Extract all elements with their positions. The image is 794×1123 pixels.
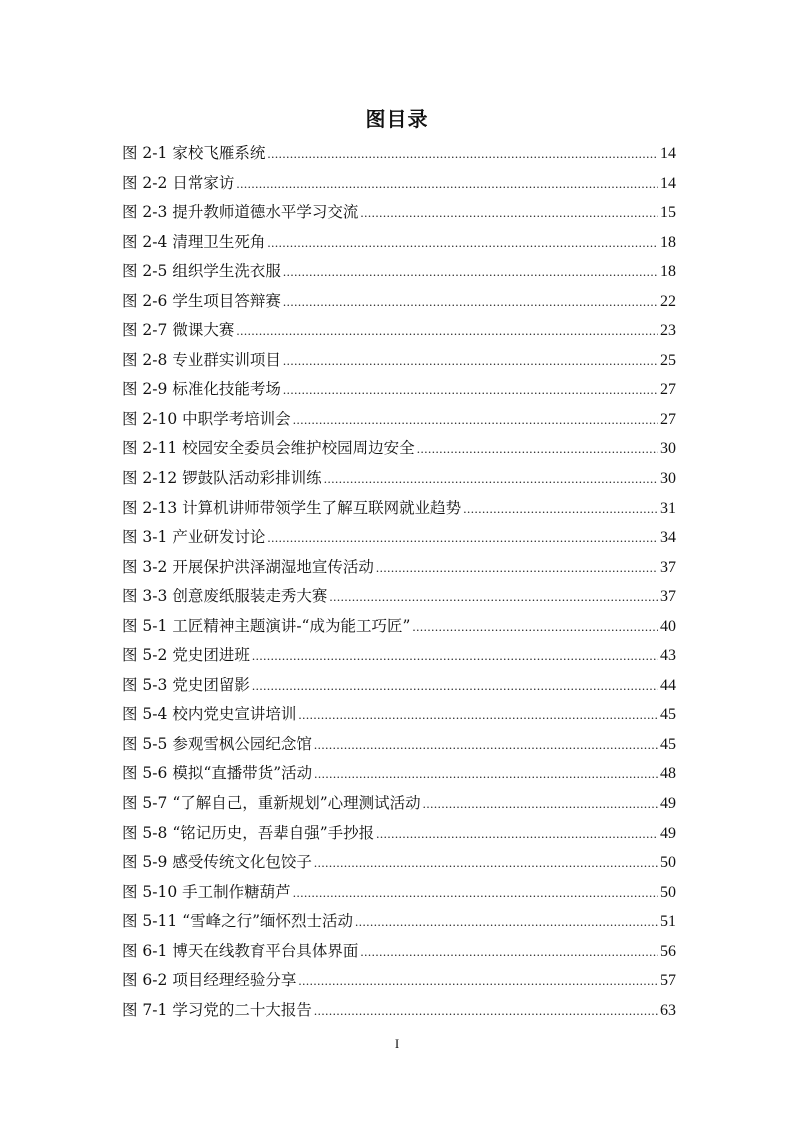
toc-entry-page-number: 30	[660, 440, 676, 458]
toc-dot-leader	[376, 819, 658, 849]
toc-dot-leader	[314, 730, 658, 760]
toc-dot-leader	[293, 878, 658, 908]
toc-entry-page-number: 37	[660, 588, 676, 606]
toc-entry-label: 图 5-9 感受传统文化包饺子	[122, 853, 312, 872]
toc-entry-page-number: 37	[660, 558, 676, 576]
toc-entry[interactable]	[122, 730, 676, 760]
toc-entry-page-number: 49	[660, 824, 676, 842]
toc-entry-label: 图 2-10 中职学考培训会	[122, 409, 291, 428]
toc-dot-leader	[283, 346, 658, 376]
toc-entry-page-number: 51	[660, 913, 676, 931]
toc-entry[interactable]	[122, 848, 676, 878]
toc-dot-leader	[355, 907, 658, 937]
toc-dot-leader	[360, 198, 658, 228]
toc-entry-label: 图 2-8 专业群实训项目	[122, 350, 281, 369]
toc-entry-page-number: 34	[660, 529, 676, 547]
toc-entry-page-number: 25	[660, 351, 676, 369]
toc-entry-page-number: 18	[660, 233, 676, 251]
toc-dot-leader	[360, 937, 658, 967]
toc-entry-label: 图 3-1 产业研发讨论	[122, 528, 266, 547]
toc-entry-label: 图 2-11 校园安全委员会维护校园周边安全	[122, 439, 415, 458]
toc-entry-page-number: 50	[660, 854, 676, 872]
toc-entry-page-number: 14	[660, 145, 676, 162]
toc-entry[interactable]	[122, 287, 676, 317]
toc-entry-label: 图 7-1 学习党的二十大报告	[122, 1000, 312, 1019]
toc-dot-leader	[298, 700, 658, 730]
toc-dot-leader	[267, 139, 658, 169]
toc-dot-leader	[283, 287, 658, 317]
toc-dot-leader	[314, 848, 658, 878]
toc-entry-page-number: 57	[660, 972, 676, 990]
toc-dot-leader	[314, 759, 658, 789]
toc-dot-leader	[412, 612, 658, 642]
page-title: 图目录	[365, 107, 429, 131]
toc-entry[interactable]	[122, 582, 676, 612]
toc-entry-page-number: 22	[660, 292, 676, 310]
toc-entry[interactable]	[122, 257, 676, 287]
toc-entry[interactable]	[122, 228, 676, 258]
toc-entry-label: 图 2-3 提升教师道德水平学习交流	[122, 203, 359, 222]
toc-entry[interactable]	[122, 907, 676, 937]
toc-entry[interactable]	[122, 494, 676, 524]
toc-dot-leader	[267, 523, 658, 553]
toc-entry-page-number: 48	[660, 765, 676, 783]
toc-entry-page-number: 43	[660, 647, 676, 665]
toc-entry-label: 图 2-2 日常家访	[122, 173, 235, 192]
toc-entry[interactable]	[122, 169, 676, 199]
toc-entry-label: 图 5-1 工匠精神主题演讲-“成为能工巧匠”	[122, 616, 411, 635]
toc-dot-leader	[376, 553, 658, 583]
toc-dot-leader	[252, 671, 658, 701]
toc-entry-page-number: 40	[660, 617, 676, 635]
toc-dot-leader	[423, 789, 658, 819]
toc-entry[interactable]	[122, 405, 676, 435]
toc-entry-label: 图 2-1 家校飞雁系统	[122, 144, 266, 162]
toc-dot-leader	[417, 434, 658, 464]
toc-entry-page-number: 18	[660, 263, 676, 281]
toc-dot-leader	[283, 375, 658, 405]
toc-dot-leader	[236, 169, 658, 199]
page-number: I	[394, 1036, 400, 1051]
toc-entry-label: 图 2-7 微课大赛	[122, 321, 235, 340]
toc-dot-leader	[236, 316, 658, 346]
toc-entry[interactable]	[122, 789, 676, 819]
toc-entry-label: 图 3-2 开展保护洪泽湖湿地宣传活动	[122, 557, 374, 576]
toc-entry[interactable]	[122, 937, 676, 967]
toc-entry[interactable]	[122, 316, 676, 346]
toc-dot-leader	[283, 257, 658, 287]
toc-dot-leader	[463, 494, 658, 524]
toc-entry-label: 图 6-1 博天在线教育平台具体界面	[122, 941, 359, 960]
toc-entry-page-number: 30	[660, 470, 676, 488]
toc-entry-label: 图 5-6 模拟“直播带货”活动	[122, 764, 313, 783]
toc-entry[interactable]	[122, 671, 676, 701]
toc-entry-page-number: 27	[660, 381, 676, 399]
toc-entry[interactable]	[122, 996, 676, 1026]
toc-entry-page-number: 63	[660, 1001, 676, 1019]
toc-entry-label: 图 2-12 锣鼓队活动彩排训练	[122, 469, 322, 488]
toc-entry-page-number: 14	[660, 174, 676, 192]
toc-entry[interactable]	[122, 966, 676, 996]
toc-entry-label: 图 5-11 “雪峰之行”缅怀烈士活动	[122, 912, 354, 931]
toc-entry-label: 图 5-5 参观雪枫公园纪念馆	[122, 734, 312, 753]
toc-entry-page-number: 49	[660, 795, 676, 813]
toc-entry-page-number: 15	[660, 204, 676, 222]
toc-entry-label: 图 2-5 组织学生洗衣服	[122, 262, 281, 281]
toc-entry[interactable]	[122, 523, 676, 553]
toc-entry[interactable]	[122, 878, 676, 908]
toc-entry-label: 图 6-2 项目经理经验分享	[122, 971, 297, 990]
toc-entry-label: 图 5-2 党史团进班	[122, 646, 250, 665]
toc-dot-leader	[252, 641, 658, 671]
toc-entry-label: 图 5-4 校内党史宣讲培训	[122, 705, 297, 724]
toc-entry-label: 图 5-3 党史团留影	[122, 675, 250, 694]
toc-entry-label: 图 5-7 “了解自己，重新规划”心理测试活动	[122, 794, 421, 813]
toc-entry-label: 图 2-13 计算机讲师带领学生了解互联网就业趋势	[122, 498, 462, 517]
toc-entry[interactable]	[122, 759, 676, 789]
toc-entry-page-number: 31	[660, 499, 676, 517]
toc-dot-leader	[267, 228, 658, 258]
toc-dot-leader	[329, 582, 658, 612]
toc-entry[interactable]	[122, 375, 676, 405]
toc-entry-label: 图 3-3 创意废纸服装走秀大赛	[122, 587, 328, 606]
toc-dot-leader	[314, 996, 658, 1026]
toc-entry-page-number: 50	[660, 883, 676, 901]
toc-entry-page-number: 27	[660, 410, 676, 428]
toc-dot-leader	[324, 464, 658, 494]
toc-entry[interactable]	[122, 139, 676, 169]
toc-entry[interactable]	[122, 819, 676, 849]
toc-entry-page-number: 23	[660, 322, 676, 340]
toc-entry-label: 图 2-9 标准化技能考场	[122, 380, 281, 399]
toc-entry-label: 图 2-4 清理卫生死角	[122, 232, 266, 251]
toc-entry[interactable]	[122, 700, 676, 730]
figure-toc-list	[122, 139, 676, 1025]
toc-entry-label: 图 2-6 学生项目答辩赛	[122, 291, 281, 310]
toc-entry-page-number: 56	[660, 942, 676, 960]
toc-entry[interactable]	[122, 464, 676, 494]
toc-entry-label: 图 5-8 “铭记历史，吾辈自强”手抄报	[122, 823, 375, 842]
toc-entry[interactable]	[122, 553, 676, 583]
toc-entry-page-number: 45	[660, 706, 676, 724]
toc-entry-page-number: 44	[660, 676, 676, 694]
toc-entry-label: 图 5-10 手工制作糖葫芦	[122, 882, 291, 901]
toc-dot-leader	[293, 405, 658, 435]
toc-entry[interactable]	[122, 434, 676, 464]
toc-entry[interactable]	[122, 346, 676, 376]
toc-entry[interactable]	[122, 641, 676, 671]
toc-dot-leader	[298, 966, 658, 996]
toc-entry[interactable]	[122, 198, 676, 228]
toc-entry[interactable]	[122, 612, 676, 642]
toc-entry-page-number: 45	[660, 735, 676, 753]
